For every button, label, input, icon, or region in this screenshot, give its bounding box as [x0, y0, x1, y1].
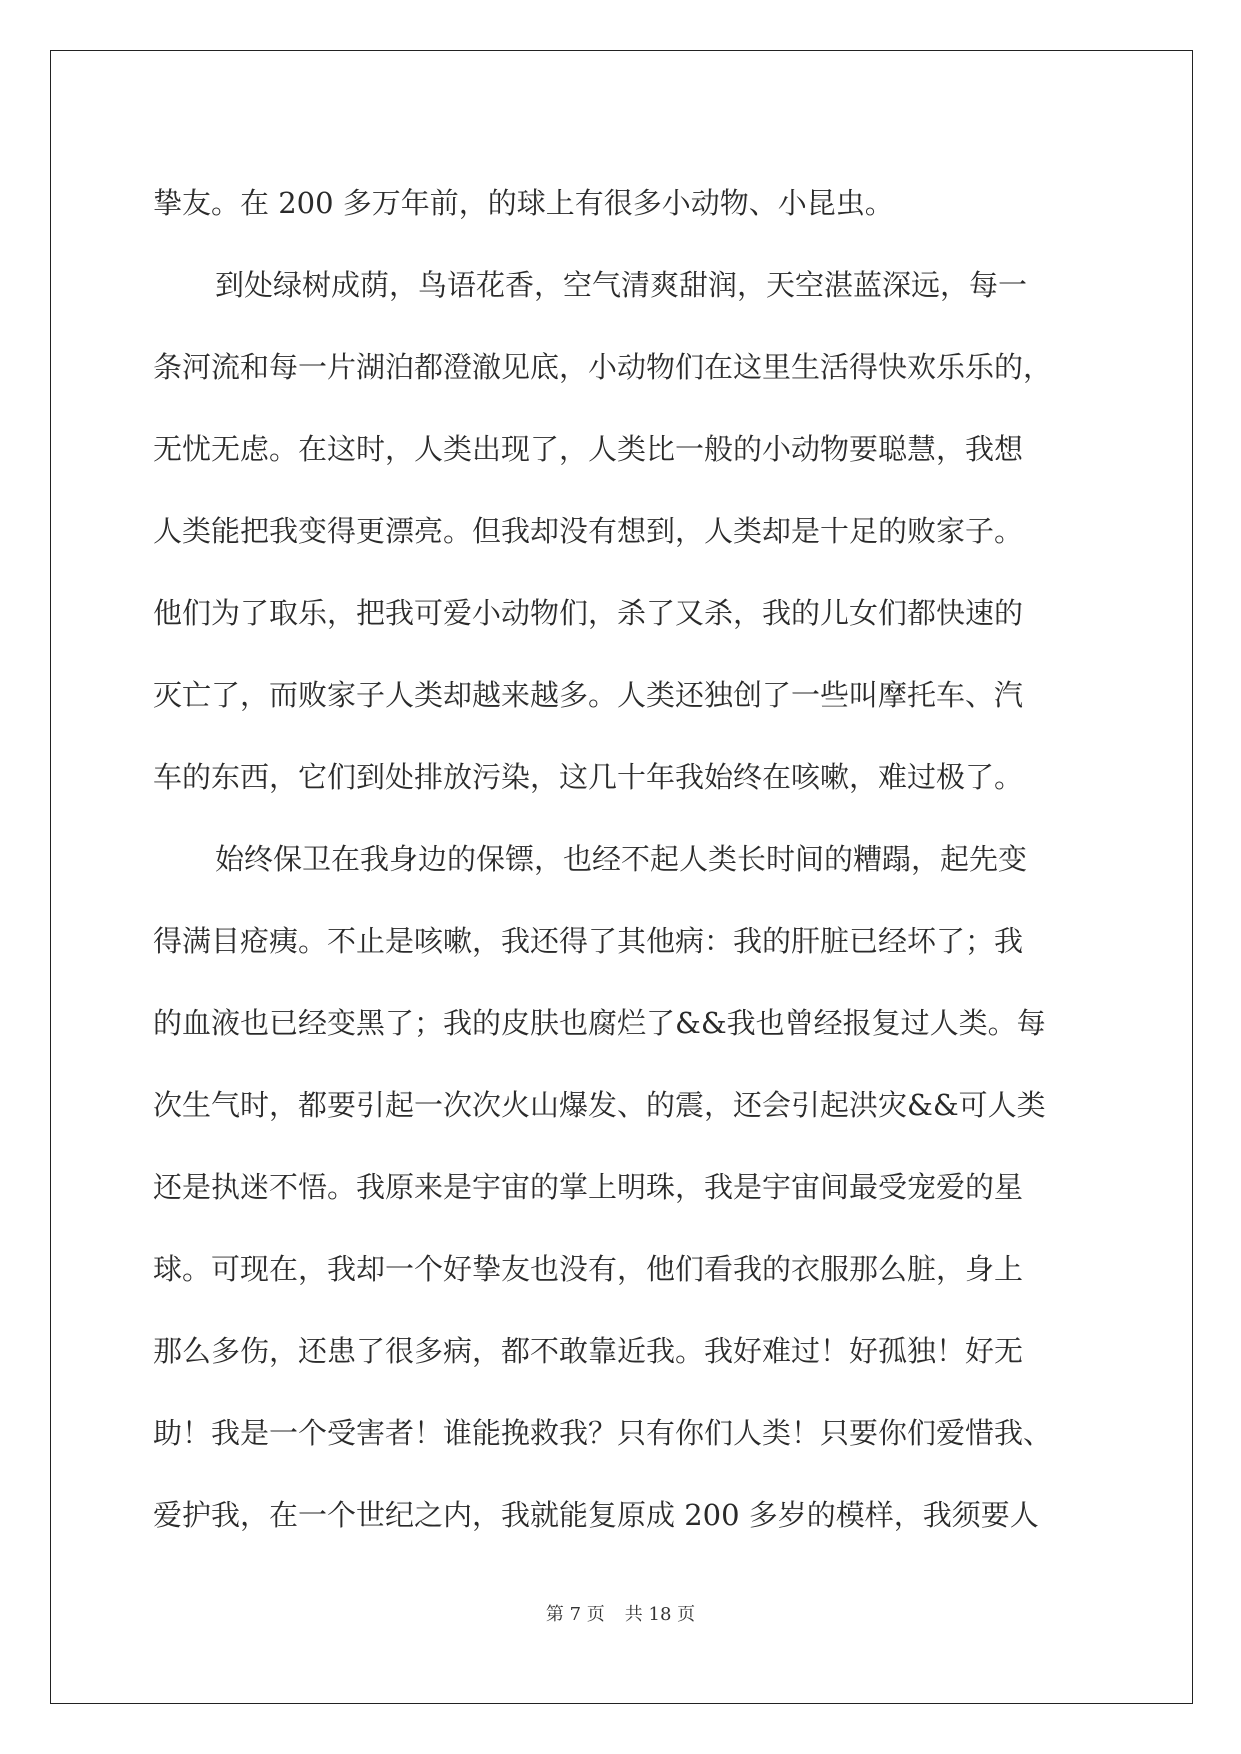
text-line: 无忧无虑。在这时，人类出现了，人类比一般的小动物要聪慧，我想 [153, 432, 1024, 466]
text-line: 球。可现在，我却一个好挚友也没有，他们看我的衣服那么脏，身上 [153, 1252, 1024, 1286]
text-line: 到处绿树成荫，鸟语花香，空气清爽甜润，天空湛蓝深远，每一 [215, 268, 1028, 302]
document-body [153, 162, 1113, 1556]
text-line: 那么多伤，还患了很多病，都不敢靠近我。我好难过！好孤独！好无 [153, 1334, 1024, 1368]
text-line: 车的东西，它们到处排放污染，这几十年我始终在咳嗽，难过极了。 [153, 760, 1024, 794]
text-line: 始终保卫在我身边的保镖，也经不起人类长时间的糟蹋，起先变 [215, 842, 1028, 876]
text-line: 的血液也已经变黑了；我的皮肤也腐烂了&&我也曾经报复过人类。每 [153, 1006, 1046, 1040]
text-line: 得满目疮痍。不止是咳嗽，我还得了其他病：我的肝脏已经坏了；我 [153, 924, 1024, 958]
page-total: 共 18 页 [624, 1604, 696, 1625]
text-line: 助！我是一个受害者！谁能挽救我？只有你们人类！只要你们爱惜我、 [153, 1416, 1053, 1450]
text-line: 人类能把我变得更漂亮。但我却没有想到，人类却是十足的败家子。 [153, 514, 1024, 548]
text-line: 挚友。在 200 多万年前，的球上有很多小动物、小昆虫。 [153, 186, 894, 220]
page-footer [0, 1600, 1241, 1626]
text-line: 次生气时，都要引起一次次火山爆发、的震，还会引起洪灾&&可人类 [153, 1088, 1046, 1122]
text-line: 还是执迷不悟。我原来是宇宙的掌上明珠，我是宇宙间最受宠爱的星 [153, 1170, 1024, 1204]
text-line: 他们为了取乐，把我可爱小动物们，杀了又杀，我的儿女们都快速的 [153, 596, 1024, 630]
text-line: 灭亡了，而败家子人类却越来越多。人类还独创了一些叫摩托车、汽 [153, 678, 1024, 712]
page-number: 第 7 页 [545, 1604, 605, 1625]
text-line: 条河流和每一片湖泊都澄澈见底，小动物们在这里生活得快欢乐乐的， [153, 350, 1053, 384]
text-line: 爱护我，在一个世纪之内，我就能复原成 200 多岁的模样，我须要人 [153, 1498, 1039, 1532]
